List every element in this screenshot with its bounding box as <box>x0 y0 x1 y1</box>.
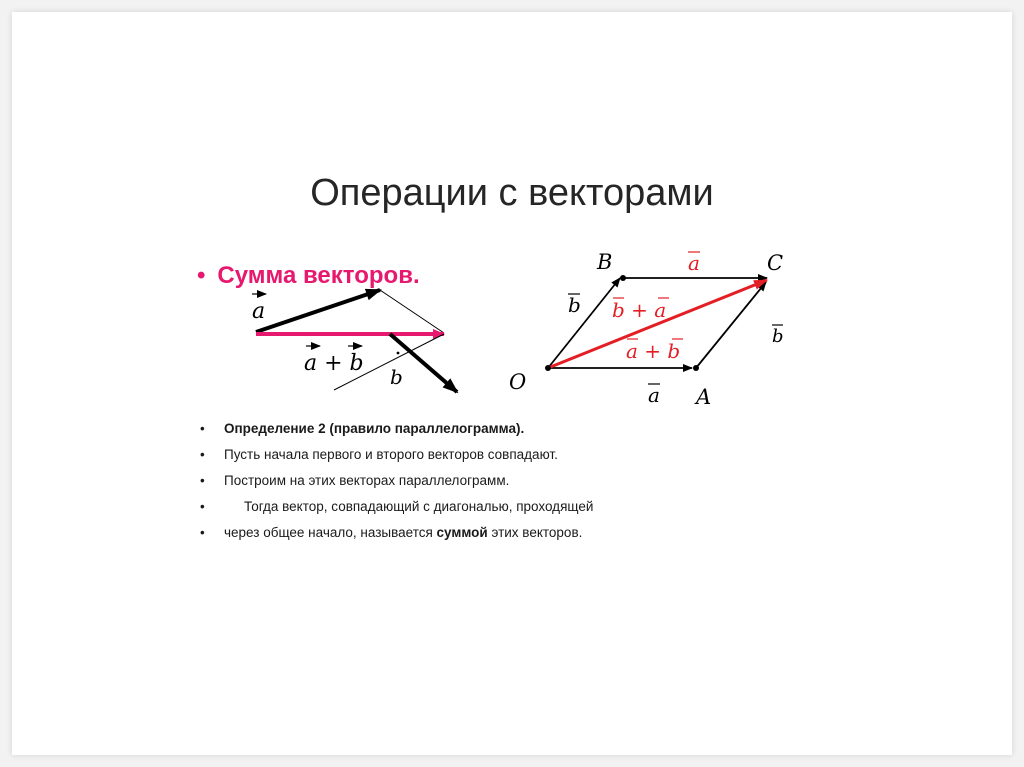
label-a-plus-b: a + b <box>626 339 681 363</box>
bullet-text: Пусть начала первого и второго векторов совпадают. <box>224 447 558 462</box>
bullet-text-bold: суммой <box>436 525 488 540</box>
triangle-rule-diagram <box>252 290 457 392</box>
sum-heading-text: Сумма векторов. <box>217 262 420 289</box>
bullet-text-pre: через общее начало, называется <box>224 525 437 540</box>
point-A-label: A <box>696 385 712 409</box>
point-B-dot <box>620 275 626 281</box>
vec-a-bottom-label: a <box>648 383 660 407</box>
bullet-dot: • <box>200 473 205 488</box>
vector-diagrams <box>12 12 1012 755</box>
bullet-text: Тогда вектор, совпадающий с диагональю, проходящей <box>244 499 594 514</box>
bullet-text: Построим на этих векторах параллелограмм. <box>224 473 510 488</box>
vec-b-right-label: b <box>772 326 784 347</box>
label-b: b <box>390 365 403 389</box>
vec-b-left-label: b <box>568 293 581 317</box>
point-O-dot <box>545 365 551 371</box>
overdot-b-icon <box>397 352 400 355</box>
parallelogram-diagram <box>509 250 784 409</box>
point-B-label: B <box>597 250 613 274</box>
bullet-dot: • <box>200 499 205 514</box>
bullet-dot: • <box>200 525 205 540</box>
label-b-plus-a: b + a <box>612 298 667 322</box>
bullet-text-post: этих векторов. <box>487 525 583 540</box>
vector-a-arrow <box>256 290 380 332</box>
bullet-text: Определение 2 (правило параллелограмма). <box>224 421 525 436</box>
point-A-dot <box>693 365 699 371</box>
label-a: a <box>252 299 266 324</box>
slide-title: Операции с векторами <box>310 172 714 214</box>
point-C-label: C <box>767 251 784 275</box>
bullet-dot: • <box>200 421 205 436</box>
vec-a-top-label: a <box>688 251 700 275</box>
thin-guide-line <box>380 290 444 333</box>
bullet-dot: • <box>197 262 206 289</box>
bullet-dot: • <box>200 447 205 462</box>
slide <box>12 12 1012 755</box>
point-O-label: O <box>509 370 527 394</box>
label-a-plus-b: a + b <box>304 351 364 376</box>
